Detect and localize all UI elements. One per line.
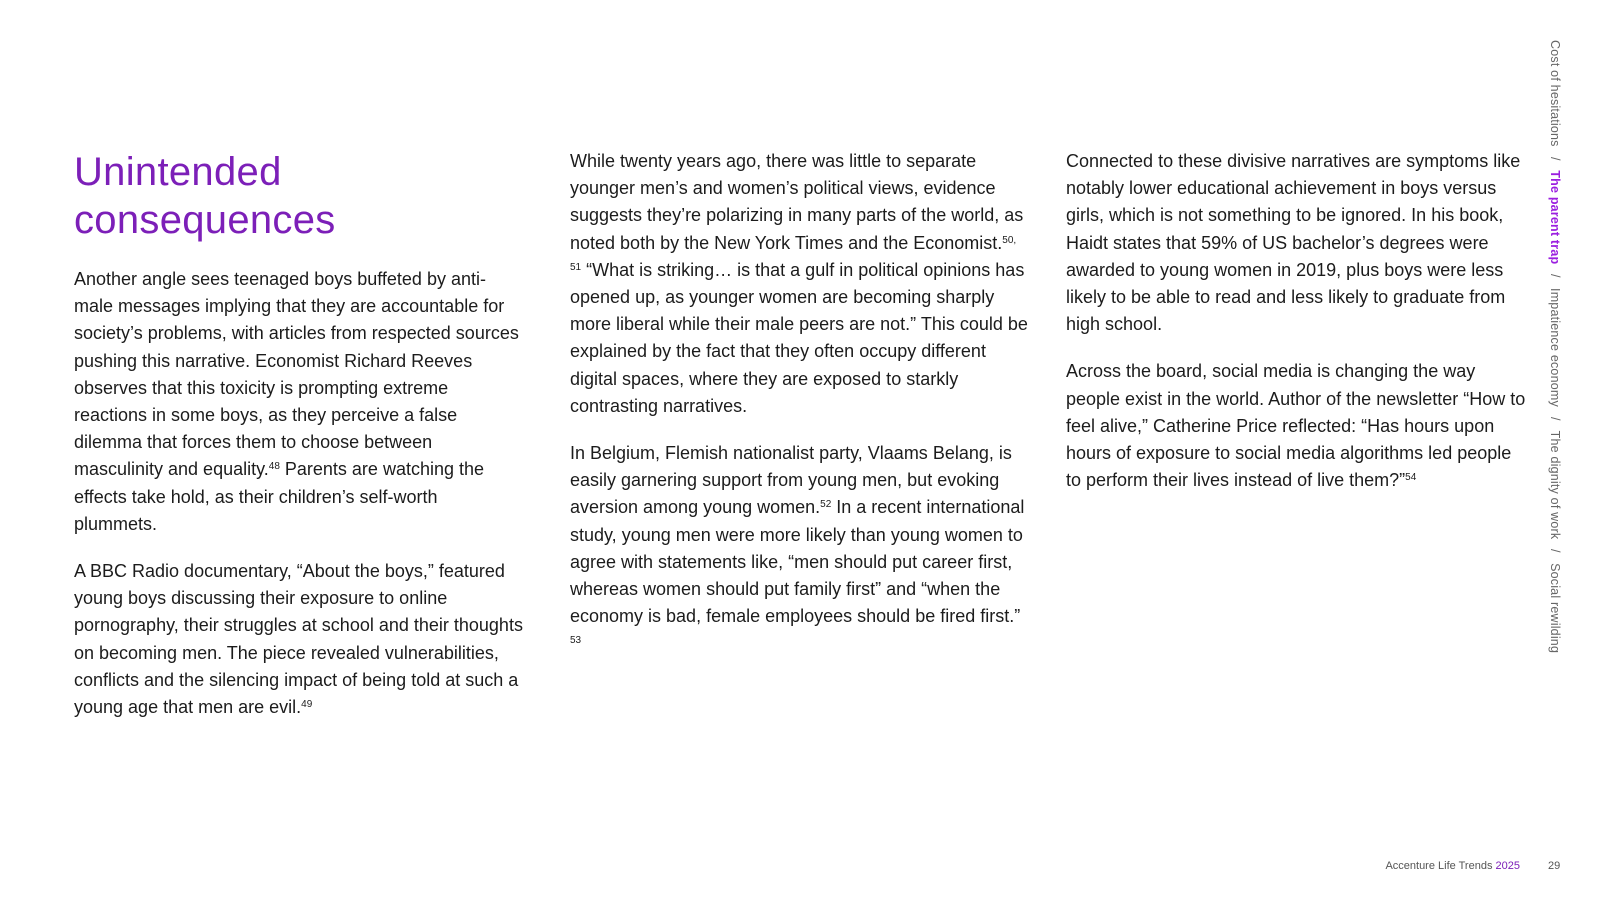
footnote-ref[interactable]: 49 [301,699,313,711]
nav-item-cost-of-hesitations[interactable]: Cost of hesitations [1548,40,1562,147]
nav-separator: / [1548,549,1562,554]
nav-separator: / [1548,156,1562,161]
section-nav [1548,40,1562,653]
footnote-ref[interactable]: 48 [268,461,280,473]
nav-separator: / [1548,416,1562,421]
page-number: 29 [1548,860,1561,872]
nav-item-the-parent-trap[interactable]: The parent trap [1548,170,1562,265]
paragraph: Across the board, social media is changing the way people exist in the world. Author of the newsletter “How to feel alive,” Catherine Price reflected: “Has hours upon hours of exposure to social media algorithms led people to perform their lives instead of live them?”$^{54}$ [1066,361,1526,491]
nav-item-social-rewilding[interactable]: Social rewilding [1548,563,1562,654]
paragraph: While twenty years ago, there was little to separate younger men’s and women’s political views, evidence suggests they’re polarizing in many parts of the world, as noted both by the New York Times and the Economist.$^{50, 51}$ “What is striking… is that a gulf in political opinions has opened up, as younger women are becoming sharply more liberal while their male peers are not.” This could be explained by the fact that they often occupy different digital spaces, where they are exposed to starkly contrasting narratives. [570,151,1028,416]
nav-separator: / [1548,274,1562,279]
column-middle [570,148,1028,678]
footer-year: 2025 [1495,860,1520,872]
footer [1320,860,1520,872]
footnote-ref[interactable]: 50, 51 [570,234,1017,273]
column-right [1066,148,1526,514]
footnote-ref[interactable]: 54 [1405,472,1417,484]
paragraph: Another angle sees teenaged boys buffeted by anti-male messages implying that they are accountable for society’s problems, with articles from respected sources pushing this narrative. Economist Richard Reeves observes that this toxicity is prompting extreme reactions in some boys, as they perceive a false dilemma that forces them to choose between masculinity and equality.$^{48}$ Parents are watching the effects take hold, as their children’s self-worth plummets. [74,269,519,534]
paragraph: In Belgium, Flemish nationalist party, Vlaams Belang, is easily garnering support from young men, but evoking aversion among young women.$^{52}$ In a recent international study, young men were more likely than young women to agree with statements like, “men should put career first, whereas women should put family first” and “when the economy is bad, female employees should be fired first.” $^{53}$ [570,443,1025,647]
nav-item-impatience-economy[interactable]: Impatience economy [1548,288,1562,407]
footer-brand: Accenture Life Trends [1385,860,1493,872]
nav-item-the-dignity-of-work[interactable]: The dignity of work [1548,430,1562,540]
footnote-ref[interactable]: 52 [820,499,832,511]
page-title: Unintended consequences [74,150,336,242]
footnote-ref[interactable]: 53 [570,635,582,647]
paragraph: Connected to these divisive narratives are symptoms like notably lower educational achievement in boys versus girls, which is not something to be ignored. In his book, Haidt states that 59% of US bachelor’s degrees were awarded to young women in 2019, plus boys were less likely to be able to read and less likely to graduate from high school. [1066,151,1521,335]
paragraph: A BBC Radio documentary, “About the boys,” featured young boys discussing their exposure to online pornography, their struggles at school and their thoughts on becoming men. The piece revealed vulnerabilities, conflicts and the silencing impact of being told at such a young age that men are evil.$^{49}$ [74,561,523,718]
column-left [74,148,524,741]
